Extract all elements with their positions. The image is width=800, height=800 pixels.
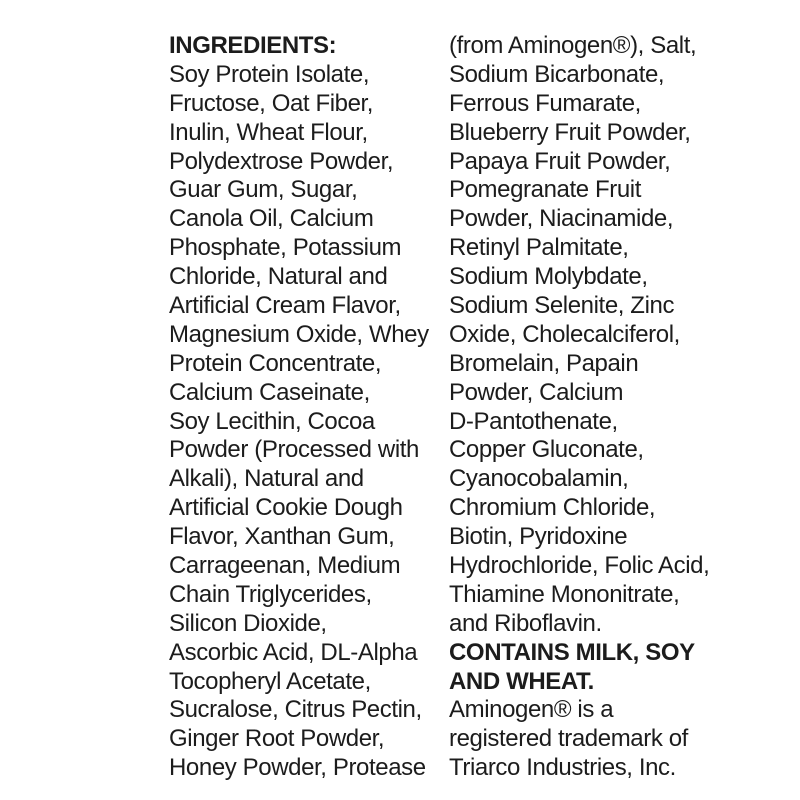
ingredient-line: Powder, Niacinamide, [449,205,674,233]
allergen-statement-line: CONTAINS MILK, SOY [449,638,695,666]
ingredient-line: Pomegranate Fruit [449,176,641,204]
ingredient-line: Sodium Molybdate, [449,263,648,291]
ingredient-line: and Riboflavin. [449,609,602,637]
ingredient-line: Artificial Cream Flavor, [169,292,401,320]
ingredient-line: Sodium Bicarbonate, [449,60,665,88]
ingredient-line: Blueberry Fruit Powder, [449,118,691,146]
ingredient-line: Retinyl Palmitate, [449,234,629,262]
ingredient-line: Alkali), Natural and [169,465,364,493]
ingredient-line: Protein Concentrate, [169,349,382,377]
ingredient-line: Guar Gum, Sugar, [169,176,358,204]
ingredient-line: Bromelain, Papain [449,349,639,377]
ingredient-line: Phosphate, Potassium [169,234,402,262]
allergen-statement-line: AND WHEAT. [449,667,594,695]
trademark-line: Triarco Industries, Inc. [449,754,676,782]
ingredient-line: Chain Triglycerides, [169,580,372,608]
ingredient-line: Copper Gluconate, [449,436,644,464]
ingredient-line: Honey Powder, Protease [169,754,426,782]
ingredient-line: Ferrous Fumarate, [449,89,641,117]
ingredient-line: Papaya Fruit Powder, [449,147,671,175]
ingredient-line: Hydrochloride, Folic Acid, [449,552,710,580]
ingredient-line: Fructose, Oat Fiber, [169,89,374,117]
ingredient-line: Soy Lecithin, Cocoa [169,407,375,435]
ingredient-line: Ascorbic Acid, DL-Alpha [169,638,418,666]
trademark-line: Aminogen® is a [449,696,614,724]
ingredient-line: (from Aminogen®), Salt, [449,32,697,59]
ingredient-line: Ginger Root Powder, [169,725,385,753]
ingredient-line: Tocopheryl Acetate, [169,667,371,695]
ingredient-line: Artificial Cookie Dough [169,494,403,522]
ingredient-line: Chromium Chloride, [449,494,656,522]
ingredient-line: Sucralose, Citrus Pectin, [169,696,422,724]
ingredient-line: Canola Oil, Calcium [169,205,374,233]
ingredient-line: Polydextrose Powder, [169,147,394,175]
ingredient-line: Silicon Dioxide, [169,609,327,637]
ingredient-line: Cyanocobalamin, [449,465,629,493]
ingredient-line: Chloride, Natural and [169,263,388,291]
trademark-line: registered trademark of [449,725,688,753]
ingredient-line: Carrageenan, Medium [169,552,401,580]
ingredient-line: D-Pantothenate, [449,407,618,435]
ingredient-line: Inulin, Wheat Flour, [169,118,368,146]
ingredient-line: Magnesium Oxide, Whey [169,320,429,348]
ingredients-heading: INGREDIENTS: [169,32,337,59]
ingredient-line: Oxide, Cholecalciferol, [449,320,680,348]
ingredient-line: Biotin, Pyridoxine [449,523,628,551]
left-column [169,32,429,783]
ingredient-line: Soy Protein Isolate, [169,60,370,88]
right-column [449,32,709,783]
ingredient-line: Calcium Caseinate, [169,378,370,406]
ingredient-line: Sodium Selenite, Zinc [449,292,675,320]
ingredient-line: Thiamine Mononitrate, [449,580,680,608]
ingredient-line: Flavor, Xanthan Gum, [169,523,395,551]
ingredient-line: Powder (Processed with [169,436,419,464]
ingredient-line: Powder, Calcium [449,378,624,406]
